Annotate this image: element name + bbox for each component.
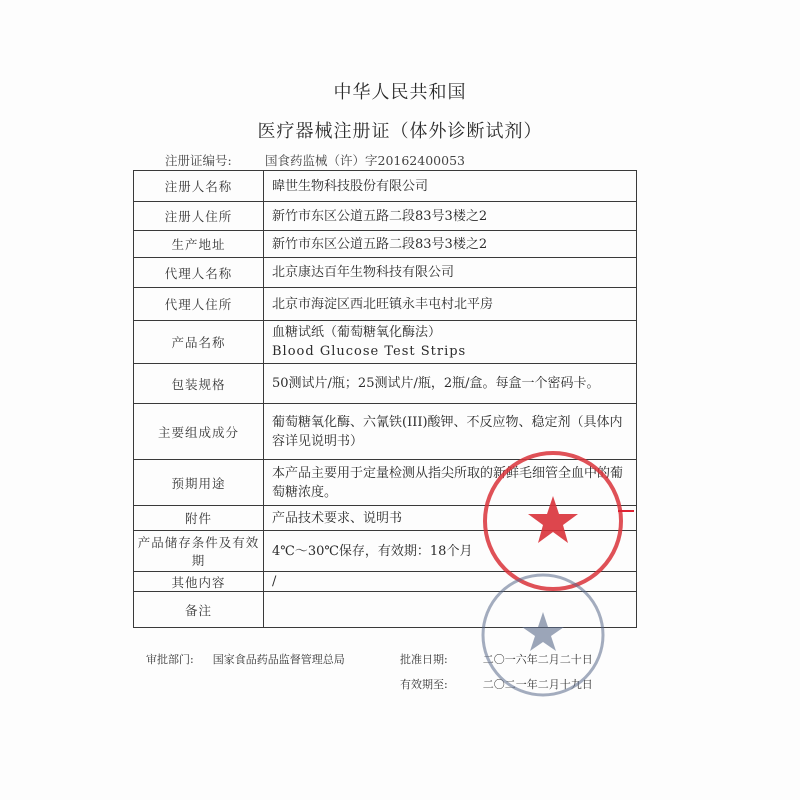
table-row bbox=[134, 364, 637, 404]
table-row bbox=[134, 231, 637, 258]
country-title: 中华人民共和国 bbox=[333, 82, 467, 103]
field-value: 产品技术要求、说明书 bbox=[264, 506, 637, 531]
authority-value: 国家食品药品监督管理总局 bbox=[212, 653, 345, 666]
field-value: 新竹市东区公道五路二段83号3楼之2 bbox=[264, 202, 637, 231]
field-label: 注册人名称 bbox=[134, 171, 264, 202]
authority-line bbox=[146, 651, 345, 667]
field-value bbox=[264, 321, 637, 364]
table-row bbox=[134, 321, 637, 364]
approval-date: 二〇一六年二月二十日 bbox=[482, 653, 593, 666]
seal-dash-mark bbox=[618, 510, 634, 512]
field-value: 北京市海淀区西北旺镇永丰屯村北平房 bbox=[264, 288, 637, 321]
registration-number-line bbox=[165, 151, 465, 169]
valid-label: 有效期至: bbox=[400, 678, 448, 691]
field-label: 备注 bbox=[134, 592, 264, 628]
table-row bbox=[134, 202, 637, 231]
registration-number-label: 注册证编号: bbox=[165, 153, 232, 168]
approval-label: 批准日期: bbox=[400, 653, 448, 666]
field-label: 附件 bbox=[134, 506, 264, 531]
table-row bbox=[134, 288, 637, 321]
field-label: 其他内容 bbox=[134, 572, 264, 592]
field-value: 暐世生物科技股份有限公司 bbox=[264, 171, 637, 202]
field-label: 主要组成成分 bbox=[134, 404, 264, 460]
valid-date: 二〇二一年二月十九日 bbox=[482, 678, 593, 691]
table-row bbox=[134, 258, 637, 288]
document-title: 医疗器械注册证（体外诊断试剂） bbox=[257, 121, 543, 142]
field-value: 本产品主要用于定量检测从指尖所取的新鲜毛细管全血中的葡萄糖浓度。 bbox=[264, 460, 637, 506]
field-value: / bbox=[264, 572, 637, 592]
authority-seal-stamp bbox=[478, 570, 608, 700]
authority-label: 审批部门: bbox=[146, 653, 194, 666]
field-label: 产品储存条件及有效期 bbox=[134, 531, 264, 572]
field-label: 预期用途 bbox=[134, 460, 264, 506]
table-row bbox=[134, 171, 637, 202]
field-value: 50测试片/瓶；25测试片/瓶，2瓶/盒。每盒一个密码卡。 bbox=[264, 364, 637, 404]
registration-number-value: 国食药监械（许）字20162400053 bbox=[265, 153, 465, 168]
field-value: 4℃～30℃保存，有效期：18个月 bbox=[264, 531, 637, 572]
field-value: 葡萄糖氧化酶、六氰铁(III)酸钾、不反应物、稳定剂（具体内容详见说明书） bbox=[264, 404, 637, 460]
product-name-en: Blood Glucose Test Strips bbox=[272, 344, 467, 359]
field-label: 包装规格 bbox=[134, 364, 264, 404]
field-value: 新竹市东区公道五路二段83号3楼之2 bbox=[264, 231, 637, 258]
field-label: 代理人名称 bbox=[134, 258, 264, 288]
field-label: 代理人住所 bbox=[134, 288, 264, 321]
field-label: 生产地址 bbox=[134, 231, 264, 258]
field-value: 北京康达百年生物科技有限公司 bbox=[264, 258, 637, 288]
product-name-cn: 血糖试纸（葡萄糖氧化酶法） bbox=[272, 325, 442, 340]
field-label: 注册人住所 bbox=[134, 202, 264, 231]
field-label: 产品名称 bbox=[134, 321, 264, 364]
